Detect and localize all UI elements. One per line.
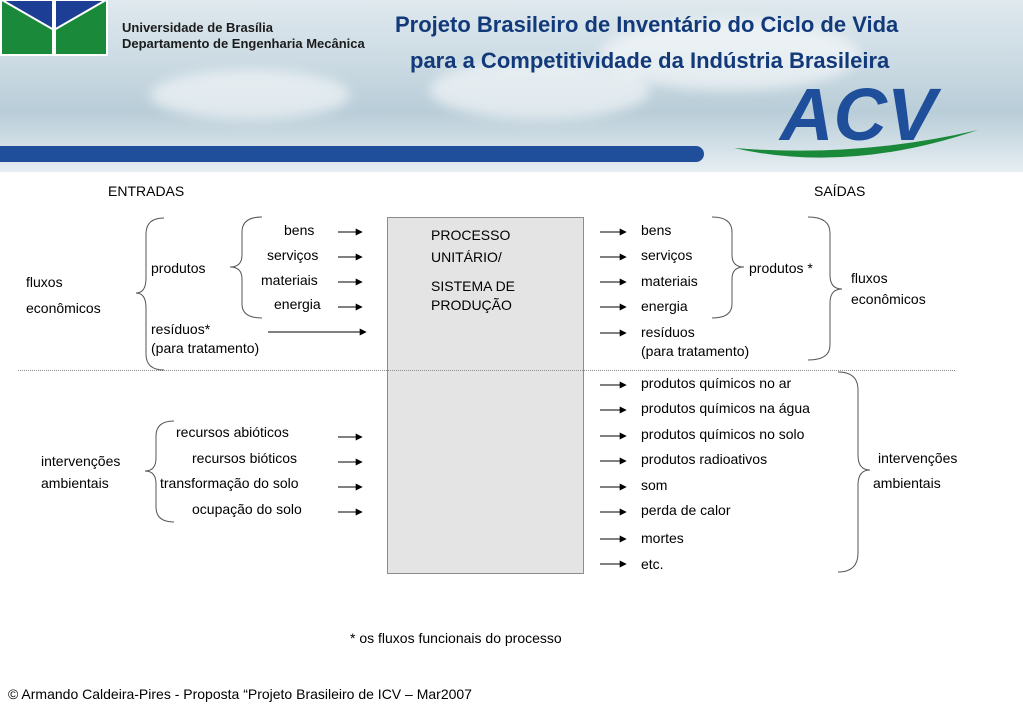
input-product-item: materiais: [261, 272, 318, 288]
department-name: Departamento de Engenharia Mecânica: [122, 36, 365, 51]
footnote: * os fluxos funcionais do processo: [350, 630, 562, 646]
input-economic-label-line1: fluxos: [26, 274, 63, 290]
output-environmental-item: produtos químicos na água: [641, 400, 810, 416]
page-title-line1: Projeto Brasileiro de Inventário do Ciclo de Vida: [395, 12, 899, 37]
brace-output-environmental: [838, 372, 870, 572]
brace-input-environmental: [145, 421, 174, 522]
input-environmental-item: recursos abióticos: [176, 424, 289, 440]
output-environmental-label-line2: ambientais: [873, 475, 941, 491]
outputs-heading: SAÍDAS: [814, 183, 866, 199]
input-waste-line2: (para tratamento): [151, 340, 260, 356]
input-environmental-label-line1: intervenções: [41, 453, 121, 469]
output-product-item: energia: [641, 298, 688, 314]
output-environmental-item: etc.: [641, 556, 664, 572]
input-environmental-label-line2: ambientais: [41, 475, 109, 491]
brace-output-economic: [808, 217, 842, 360]
acv-logo-text: ACV: [780, 78, 937, 156]
input-environmental-item: recursos bióticos: [192, 450, 298, 466]
output-waste-line2: (para tratamento): [641, 343, 750, 359]
copyright: © Armando Caldeira-Pires - Proposta “Projeto Brasileiro de ICV – Mar2007: [8, 686, 472, 702]
output-economic-label-line1: fluxos: [851, 270, 888, 286]
output-environmental-item: produtos químicos no solo: [641, 426, 805, 442]
output-environmental-item: perda de calor: [641, 502, 731, 518]
process-label-line3: SISTEMA DE: [431, 278, 516, 294]
output-economic-label-line2: econômicos: [851, 291, 926, 307]
inputs-heading: ENTRADAS: [108, 183, 185, 199]
input-product-item: serviços: [267, 247, 319, 263]
brace-input-products: [230, 217, 262, 318]
process-label-line1: PROCESSO: [431, 227, 511, 243]
page-title-line2: para a Competitividade da Indústria Brasileira: [410, 48, 890, 73]
input-economic-label-line2: econômicos: [26, 300, 101, 316]
input-environmental-item: ocupação do solo: [192, 501, 302, 517]
output-product-item: materiais: [641, 273, 698, 289]
output-environmental-item: produtos químicos no ar: [641, 375, 792, 391]
output-environmental-item: produtos radioativos: [641, 451, 768, 467]
output-waste-line1: resíduos: [641, 324, 695, 340]
input-product-item: bens: [284, 222, 315, 238]
university-name: Universidade de Brasília: [122, 20, 274, 35]
output-products-label: produtos *: [749, 260, 813, 276]
input-products-label: produtos: [151, 260, 206, 276]
output-environmental-item: mortes: [641, 530, 684, 546]
input-environmental-item: transformação do solo: [160, 475, 299, 491]
input-product-item: energia: [274, 296, 321, 312]
input-waste-line1: resíduos*: [151, 321, 211, 337]
output-product-item: serviços: [641, 247, 693, 263]
process-label-line4: PRODUÇÃO: [431, 297, 512, 313]
output-product-item: bens: [641, 222, 672, 238]
process-label-line2: UNITÁRIO/: [431, 249, 502, 265]
output-environmental-item: som: [641, 477, 668, 493]
brace-output-products: [712, 217, 744, 318]
output-environmental-label-line1: intervenções: [878, 450, 958, 466]
